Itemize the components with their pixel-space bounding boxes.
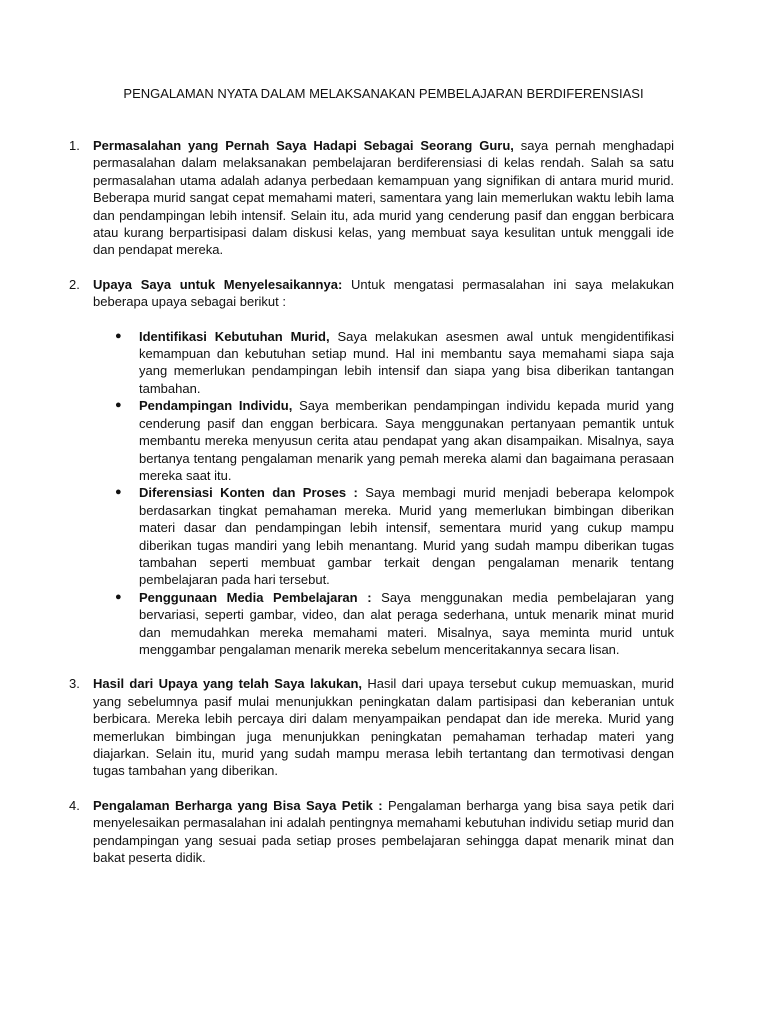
bullet-heading: Pendampingan Individu, [139, 398, 293, 414]
section-problem [69, 137, 674, 259]
section-number: 4. [69, 797, 80, 813]
section-efforts [69, 276, 675, 659]
section-number: 3. [69, 676, 80, 692]
bullet-body: Saya memberikan pendampingan individu kepada murid yang cenderung pasif dan enggan berbicara. Saya menggunakan pertanyaan pemantik untuk membantu mereka menyusun cerita atau pendapat yang akan disampaikan. Misalnya, saya bertanya tentang pengalaman menarik yang pemah mereka alami dan bagaimana perasaan mereka saat itu. [139, 398, 674, 483]
section-heading: Permasalahan yang Pernah Saya Hadapi Sebagai Seorang Guru, [93, 138, 514, 153]
bullet-heading: Diferensiasi Konten dan Proses : [139, 485, 358, 501]
bullet-heading: Penggunaan Media Pembelajaran : [139, 589, 372, 605]
bullet-body: Saya menggunakan media pembelajaran yang bervariasi, seperti gambar, video, dan alat peraga sederhana, untuk menarik minat murid dan memudahkan mereka memahami materi. Misalnya, saya meminta murid untuk menggambar pengalaman menarik mereka sebelum menceritakannya secara lisan. [139, 589, 674, 657]
list-item [115, 484, 674, 588]
list-item [115, 589, 674, 659]
section-heading: Hasil dari Upaya yang telah Saya lakukan, [93, 676, 363, 692]
bullet-icon: ● [115, 329, 122, 342]
bullet-body: Saya melakukan asesmen awal untuk mengidentifikasi kemampuan dan kebutuhan setiap mund. Hal ini membantu saya memahami siapa saja yang memerlukan pendampingan lebih intensif dan siapa yang bisa diberikan tantangan tambahan. [139, 328, 674, 396]
section-body: Untuk mengatasi permasalahan ini saya melakukan beberapa upaya sebagai berikut : [93, 276, 675, 310]
bullet-icon: ● [115, 486, 122, 499]
section-heading: Upaya Saya untuk Menyelesaikannya: [93, 276, 343, 292]
bullet-body: Saya membagi murid menjadi beberapa kelompok berdasarkan tingkat pemahaman mereka. Murid yang memerlukan bimbingan diberikan materi dasar dan pendampingan lebih intensif, sementara murid yang cukup mampu diberikan tugas mandiri yang lebih menantang. Murid yang sudah mampu diberikan tugas tambahan seperti membuat gambar terkait dengan pengalaman menarik tentang pembelajaran pada hari tersebut. [139, 485, 674, 588]
bullet-heading: Identifikasi Kebutuhan Murid, [139, 328, 330, 344]
section-number: 1. [69, 138, 80, 153]
bullet-icon: ● [115, 590, 122, 603]
efforts-bullet-list [93, 328, 674, 659]
list-item [115, 397, 674, 484]
section-lessons [69, 797, 674, 867]
section-body: Pengalaman berharga yang bisa saya petik dari menyelesaikan permasalahan ini adalah pentingnya memahami kebutuhan individu setiap murid dan pendampingan yang sesuai pada setiap proses pembelajaran sehingga dapat menarik minat dan bakat peserta didik. [93, 797, 674, 866]
list-item [115, 328, 674, 398]
section-body: saya pernah menghadapi permasalahan dalam melaksanakan pembelajaran berdiferensiasi di kelas rendah. Salah sa satu permasalahan utama adalah adanya perbedaan kemampuan yang signifikan di antara murid murid. Beberapa murid sangat cepat memahami materi, samentara yang lain memerlukan waktu lebih lama dan pendampingan lebih intensif. Selain itu, ada murid yang cenderung pasif dan enggan berbicara atau kurang berpartisipasi dalam diskusi kelas, yang membuat saya kesulitan untuk menggali ide dan pendapat mereka. [93, 138, 674, 258]
section-body: Hasil dari upaya tersebut cukup memuaskan, murid yang sebelumnya pasif mulai menunjukkan peningkatan dalam partisipasi dan keberanian untuk berbicara. Mereka lebih percaya diri dalam menyampaikan pendapat dan ide mereka. Murid yang memerlukan bimbingan juga menunjukkan peningkatan pemahaman terhadap materi yang diajarkan. Selain itu, murid yang sudah mampu merasa lebih tertantang dan termotivasi dengan tugas tambahan yang diberikan. [93, 676, 674, 779]
document-title: PENGALAMAN NYATA DALAM MELAKSANAKAN PEMBELAJARAN BERDIFERENSIASI [123, 86, 644, 101]
bullet-icon: ● [115, 399, 122, 412]
section-results [69, 675, 674, 779]
section-number: 2. [69, 276, 80, 292]
section-heading: Pengalaman Berharga yang Bisa Saya Petik : [93, 797, 383, 813]
